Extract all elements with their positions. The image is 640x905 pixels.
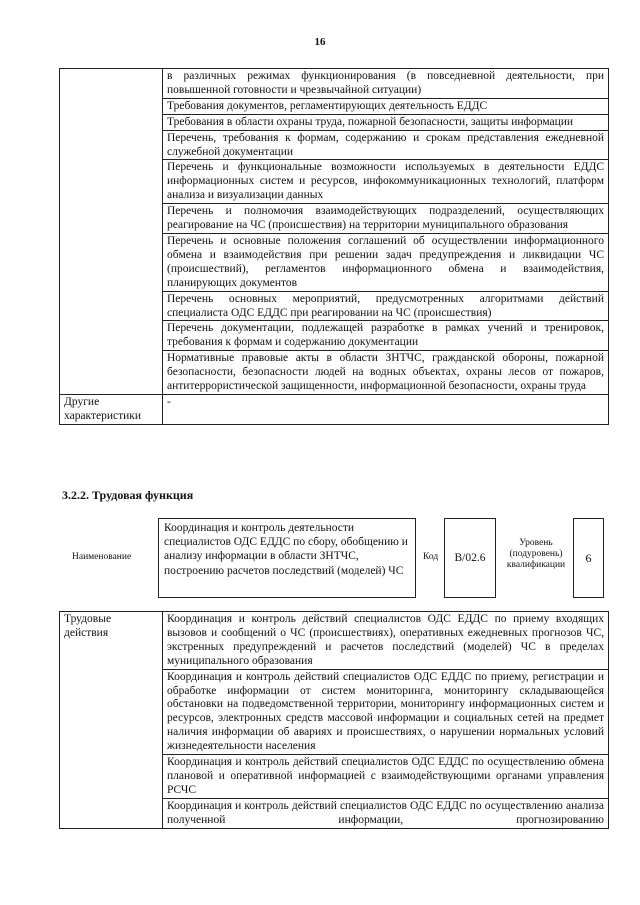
table-cell: Перечень и функциональные возможности используемых в деятельности ЕДДС информационных систем и ресурсов, инфокоммуникационных технологий, платформ анализа и визуализации данных (163, 160, 609, 204)
table-cell: Координация и контроль действий специалистов ОДС ЕДДС по осуществлению обмена плановой и оперативной информацией с взаимодействующими органами управления РСЧС (163, 755, 609, 799)
actions-label: Трудовые действия (60, 612, 163, 829)
actions-table (59, 611, 609, 829)
table-cell: Перечень и полномочия взаимодействующих подразделений, осуществляющих реагирование на ЧС (происшествия) на территории муниципального образования (163, 204, 609, 234)
other-characteristics-label: Другие характеристики (60, 394, 163, 424)
table-row (60, 394, 609, 424)
table-cell: Перечень документации, подлежащей разработке в рамках учений и тренировок, требования к формам и содержанию документации (163, 321, 609, 351)
table-row (60, 69, 609, 99)
table-cell: Координация и контроль действий специалистов ОДС ЕДДС по осуществлению анализа полученной информации, прогнозированию (163, 798, 609, 828)
table-cell: Координация и контроль действий специалистов ОДС ЕДДС по приему, регистрации и обработке информации от систем мониторинга, мониторингу складывающейся обстановки на подведомственной территории, мониторингу информационных систем и ресурсов, электронных средств массовой информации и социальных сетей на предмет наличия информации об авариях и происшествиях, о нарушении нормальных условий жизнедеятельности населения (163, 669, 609, 754)
code-box (444, 518, 496, 598)
table-cell: Перечень и основные положения соглашений об осуществлении информационного обмена и взаимодействия при решении задач предупреждения и ликвидации ЧС (происшествий), регламентов информационного обмена и взаимодействия, планирующих документов (163, 233, 609, 291)
knowledge-table (59, 68, 609, 425)
level-label: Уровень (подуровень) квалификации (506, 538, 566, 570)
empty-label-cell (60, 69, 163, 395)
table-row (60, 612, 609, 670)
code-label: Код (423, 552, 439, 562)
function-name-box (158, 518, 416, 598)
table-cell: Перечень, требования к формам, содержанию и срокам представления ежедневной служебной документации (163, 130, 609, 160)
function-name: Координация и контроль деятельности специалистов ОДС ЕДДС по сбору, обобщению и анализу информации в области ЗНТЧС, построению расчетов последствий (моделей) ЧС (164, 522, 408, 577)
table-cell: в различных режимах функционирования (в повседневной деятельности, при повышенной готовности и чрезвычайной ситуации) (163, 69, 609, 99)
table-cell: Требования в области охраны труда, пожарной безопасности, защиты информации (163, 114, 609, 130)
other-characteristics-value: - (163, 394, 609, 424)
name-label: Наименование (72, 552, 132, 562)
table-cell: Нормативные правовые акты в области ЗНТЧС, гражданской обороны, пожарной безопасности, безопасности людей на водных объектах, охраны лесов от пожаров, антитеррористической защищенности, информационной безопасности, охраны труда (163, 351, 609, 395)
level-box (573, 518, 604, 598)
table-cell: Требования документов, регламентирующих деятельность ЕДДС (163, 98, 609, 114)
code-value: В/02.6 (454, 552, 486, 564)
table-cell: Координация и контроль действий специалистов ОДС ЕДДС по приему входящих вызовов и сообщений о ЧС (происшествиях), оперативных ежедневных прогнозов ЧС, экстренных предупреждений и расчетов последствий (моделей) ЧС в пределах муниципального образования (163, 612, 609, 670)
section-title: 3.2.2. Трудовая функция (62, 488, 194, 502)
table-cell: Перечень основных мероприятий, предусмотренных алгоритмами действий специалиста ОДС ЕДДС при реагировании на ЧС (происшествия) (163, 291, 609, 321)
level-value: 6 (585, 550, 592, 565)
page-number: 16 (314, 36, 326, 48)
